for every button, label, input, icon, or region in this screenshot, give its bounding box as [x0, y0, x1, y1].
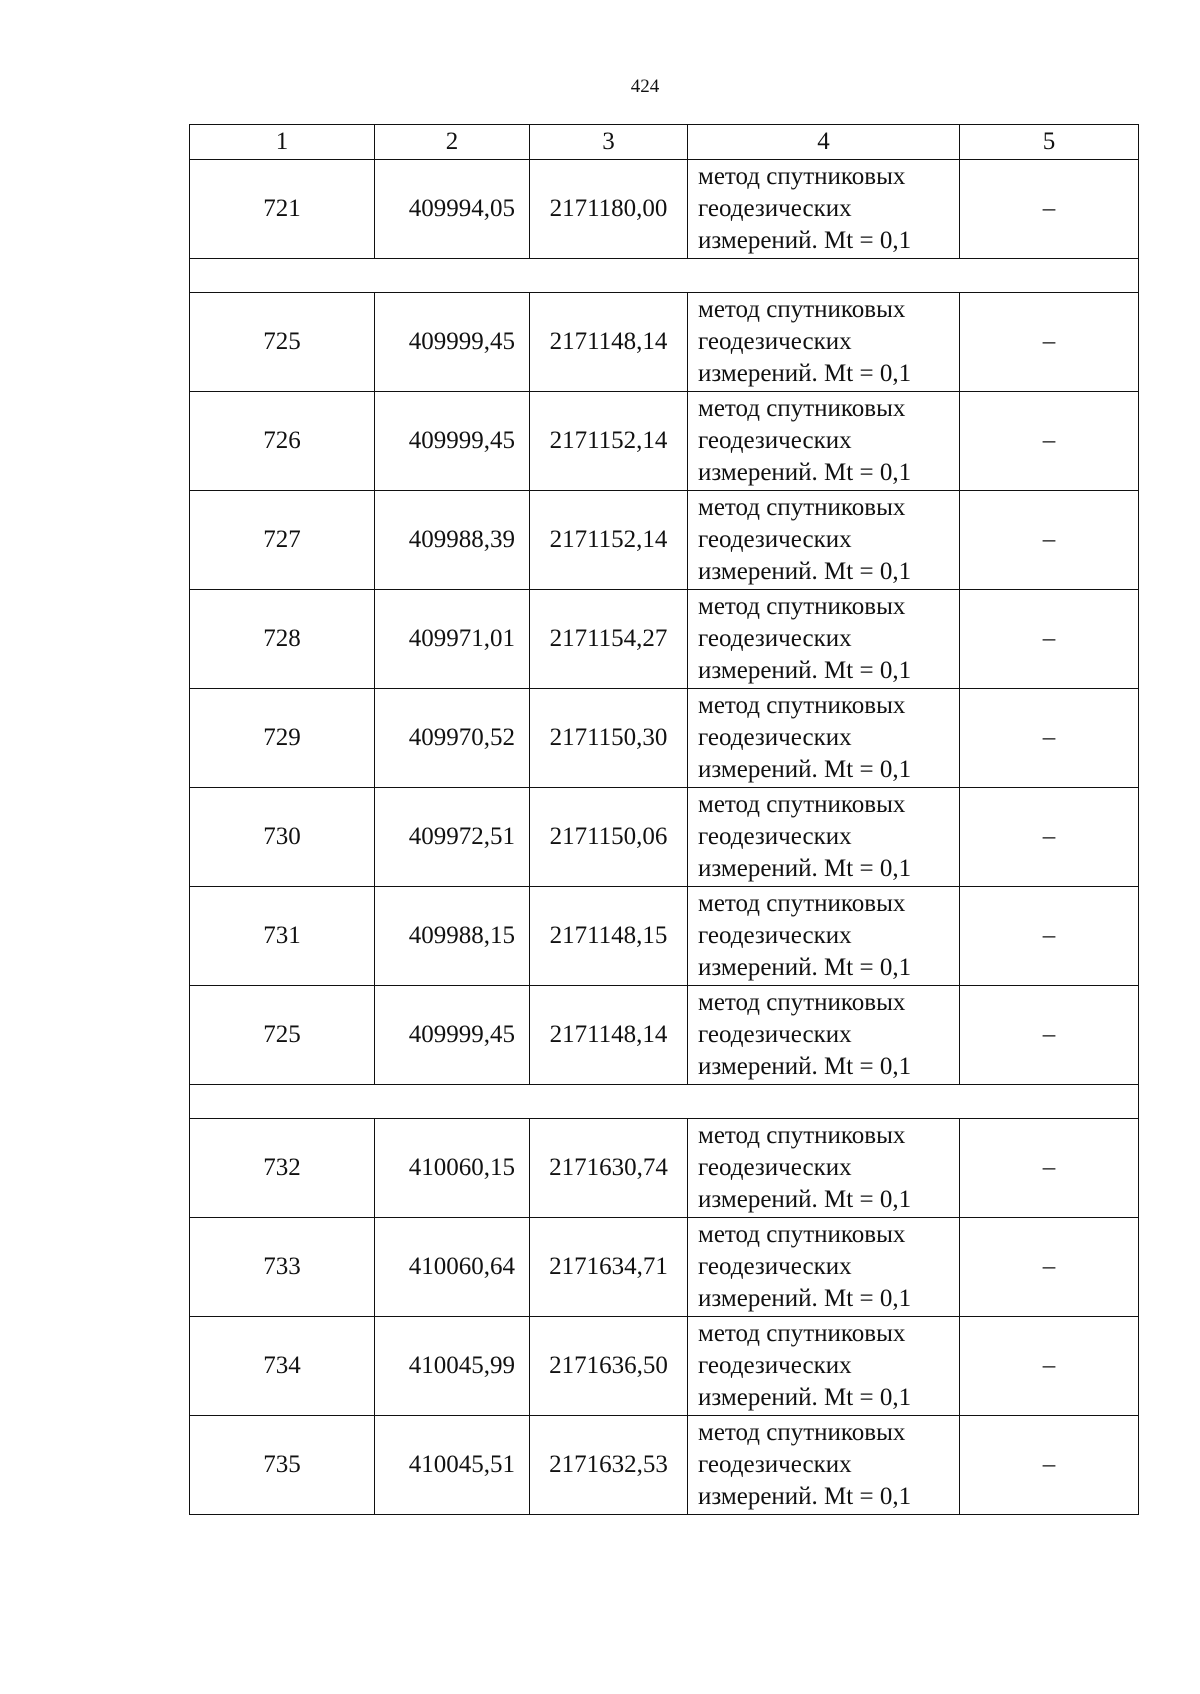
method-line: измерений. Mt = 0,1 — [698, 459, 912, 486]
y-coordinate-cell: 2171148,14 — [530, 293, 688, 392]
method-line: измерений. Mt = 0,1 — [698, 1053, 912, 1080]
method-line: геодезических — [698, 922, 852, 949]
method-line: измерений. Mt = 0,1 — [698, 558, 912, 585]
method-line: геодезических — [698, 1253, 852, 1280]
point-number-cell: 730 — [190, 788, 375, 887]
header-cell-1: 1 — [190, 125, 375, 160]
x-coordinate-cell: 409988,15 — [375, 887, 530, 986]
point-number-cell: 727 — [190, 491, 375, 590]
method-line: метод спутниковых — [698, 593, 906, 620]
table-row — [190, 293, 1139, 392]
method-cell — [688, 887, 960, 986]
method-line: метод спутниковых — [698, 1221, 906, 1248]
accuracy-note-cell: – — [960, 1218, 1139, 1317]
method-line: измерений. Mt = 0,1 — [698, 954, 912, 981]
method-line: метод спутниковых — [698, 692, 906, 719]
table-row — [190, 1119, 1139, 1218]
method-line: геодезических — [698, 1154, 852, 1181]
method-line: метод спутниковых — [698, 791, 906, 818]
y-coordinate-cell: 2171152,14 — [530, 491, 688, 590]
x-coordinate-cell: 409994,05 — [375, 160, 530, 259]
table-row — [190, 986, 1139, 1085]
accuracy-note-cell: – — [960, 1416, 1139, 1515]
header-cell-3: 3 — [530, 125, 688, 160]
method-line: метод спутниковых — [698, 494, 906, 521]
method-line: метод спутниковых — [698, 163, 906, 190]
separator-row — [190, 259, 1139, 293]
y-coordinate-cell: 2171634,71 — [530, 1218, 688, 1317]
accuracy-note-cell: – — [960, 1119, 1139, 1218]
method-line: геодезических — [698, 1021, 852, 1048]
table-row — [190, 689, 1139, 788]
method-line: геодезических — [698, 1451, 852, 1478]
table-row — [190, 160, 1139, 259]
accuracy-note-cell: – — [960, 788, 1139, 887]
method-cell — [688, 1218, 960, 1317]
header-cell-5: 5 — [960, 125, 1139, 160]
method-line: метод спутниковых — [698, 1419, 906, 1446]
accuracy-note-cell: – — [960, 887, 1139, 986]
method-line: метод спутниковых — [698, 296, 906, 323]
point-number-cell: 728 — [190, 590, 375, 689]
method-line: геодезических — [698, 427, 852, 454]
method-line: измерений. Mt = 0,1 — [698, 360, 912, 387]
accuracy-note-cell: – — [960, 986, 1139, 1085]
y-coordinate-cell: 2171150,30 — [530, 689, 688, 788]
y-coordinate-cell: 2171148,15 — [530, 887, 688, 986]
table-row — [190, 1317, 1139, 1416]
method-cell — [688, 160, 960, 259]
method-line: метод спутниковых — [698, 395, 906, 422]
header-row — [190, 125, 1139, 160]
x-coordinate-cell: 409972,51 — [375, 788, 530, 887]
point-number-cell: 726 — [190, 392, 375, 491]
table-row — [190, 887, 1139, 986]
method-line: измерений. Mt = 0,1 — [698, 855, 912, 882]
table-body — [190, 125, 1139, 1515]
table-row — [190, 590, 1139, 689]
method-line: метод спутниковых — [698, 989, 906, 1016]
x-coordinate-cell: 409971,01 — [375, 590, 530, 689]
method-cell — [688, 1119, 960, 1218]
separator-cell — [190, 259, 1139, 293]
method-cell — [688, 788, 960, 887]
x-coordinate-cell: 409999,45 — [375, 392, 530, 491]
point-number-cell: 725 — [190, 293, 375, 392]
method-cell — [688, 1416, 960, 1515]
method-line: метод спутниковых — [698, 1320, 906, 1347]
accuracy-note-cell: – — [960, 392, 1139, 491]
y-coordinate-cell: 2171154,27 — [530, 590, 688, 689]
accuracy-note-cell: – — [960, 590, 1139, 689]
accuracy-note-cell: – — [960, 689, 1139, 788]
method-line: геодезических — [698, 823, 852, 850]
method-line: измерений. Mt = 0,1 — [698, 227, 912, 254]
coordinates-table — [189, 124, 1139, 1515]
x-coordinate-cell: 410045,99 — [375, 1317, 530, 1416]
x-coordinate-cell: 410060,64 — [375, 1218, 530, 1317]
table-row — [190, 392, 1139, 491]
method-cell — [688, 689, 960, 788]
x-coordinate-cell: 409999,45 — [375, 986, 530, 1085]
y-coordinate-cell: 2171180,00 — [530, 160, 688, 259]
y-coordinate-cell: 2171150,06 — [530, 788, 688, 887]
method-line: геодезических — [698, 625, 852, 652]
method-line: измерений. Mt = 0,1 — [698, 1186, 912, 1213]
page-number: 424 — [630, 76, 660, 97]
method-cell — [688, 293, 960, 392]
x-coordinate-cell: 409988,39 — [375, 491, 530, 590]
method-line: метод спутниковых — [698, 890, 906, 917]
method-line: геодезических — [698, 526, 852, 553]
table-row — [190, 1218, 1139, 1317]
method-line: измерений. Mt = 0,1 — [698, 657, 912, 684]
y-coordinate-cell: 2171636,50 — [530, 1317, 688, 1416]
method-cell — [688, 1317, 960, 1416]
method-line: геодезических — [698, 1352, 852, 1379]
point-number-cell: 733 — [190, 1218, 375, 1317]
method-cell — [688, 986, 960, 1085]
accuracy-note-cell: – — [960, 491, 1139, 590]
y-coordinate-cell: 2171152,14 — [530, 392, 688, 491]
point-number-cell: 732 — [190, 1119, 375, 1218]
point-number-cell: 734 — [190, 1317, 375, 1416]
method-line: измерений. Mt = 0,1 — [698, 1483, 912, 1510]
method-line: измерений. Mt = 0,1 — [698, 1384, 912, 1411]
method-line: геодезических — [698, 328, 852, 355]
separator-row — [190, 1085, 1139, 1119]
method-cell — [688, 392, 960, 491]
table-row — [190, 491, 1139, 590]
y-coordinate-cell: 2171148,14 — [530, 986, 688, 1085]
y-coordinate-cell: 2171632,53 — [530, 1416, 688, 1515]
method-cell — [688, 590, 960, 689]
method-line: метод спутниковых — [698, 1122, 906, 1149]
point-number-cell: 729 — [190, 689, 375, 788]
point-number-cell: 735 — [190, 1416, 375, 1515]
x-coordinate-cell: 409999,45 — [375, 293, 530, 392]
point-number-cell: 721 — [190, 160, 375, 259]
accuracy-note-cell: – — [960, 1317, 1139, 1416]
point-number-cell: 725 — [190, 986, 375, 1085]
x-coordinate-cell: 409970,52 — [375, 689, 530, 788]
method-line: измерений. Mt = 0,1 — [698, 756, 912, 783]
table-row — [190, 1416, 1139, 1515]
header-cell-2: 2 — [375, 125, 530, 160]
accuracy-note-cell: – — [960, 293, 1139, 392]
x-coordinate-cell: 410045,51 — [375, 1416, 530, 1515]
header-cell-4: 4 — [688, 125, 960, 160]
method-line: геодезических — [698, 195, 852, 222]
x-coordinate-cell: 410060,15 — [375, 1119, 530, 1218]
accuracy-note-cell: – — [960, 160, 1139, 259]
method-cell — [688, 491, 960, 590]
point-number-cell: 731 — [190, 887, 375, 986]
method-line: измерений. Mt = 0,1 — [698, 1285, 912, 1312]
table-row — [190, 788, 1139, 887]
y-coordinate-cell: 2171630,74 — [530, 1119, 688, 1218]
separator-cell — [190, 1085, 1139, 1119]
method-line: геодезических — [698, 724, 852, 751]
